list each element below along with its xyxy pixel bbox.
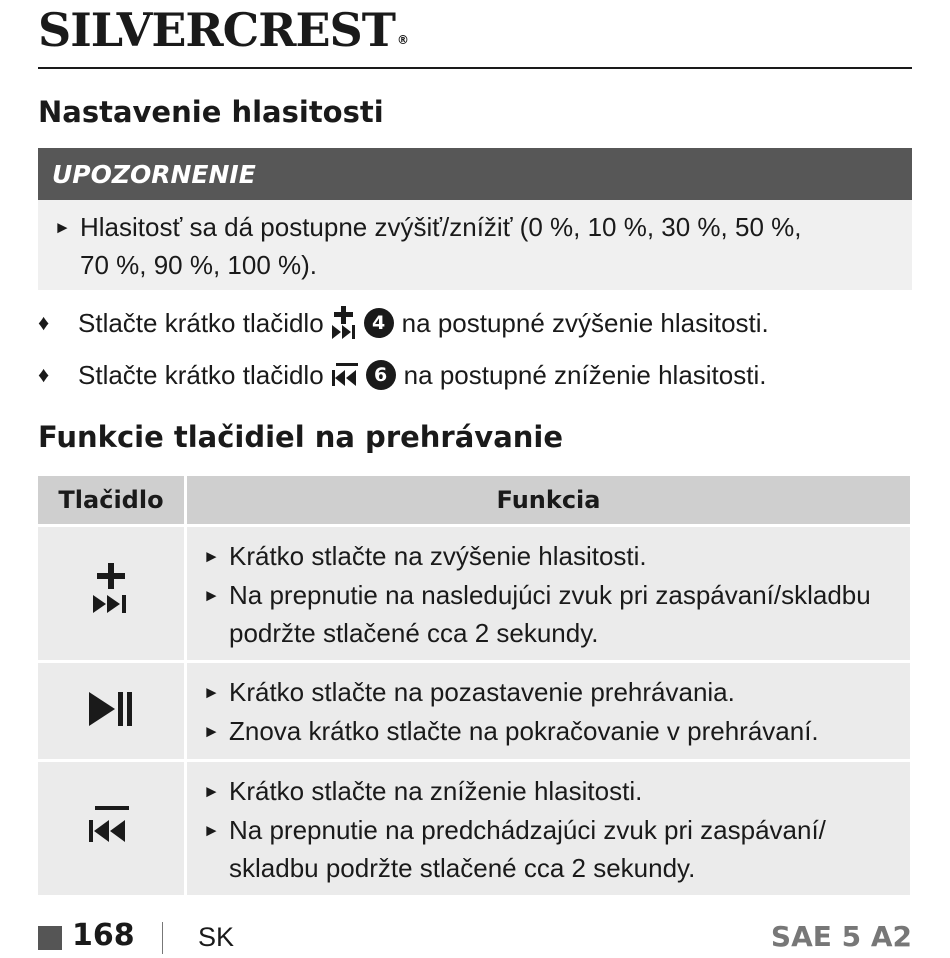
table-header-row (38, 476, 910, 524)
registered-mark: ® (396, 33, 408, 47)
number-badge: 6 (366, 360, 396, 390)
footer-divider (162, 922, 163, 954)
arrow-right-icon: ► (203, 782, 220, 801)
volume-down-previous-icon (332, 363, 360, 387)
number-badge: 4 (364, 308, 394, 338)
column-header-function: Funkcia (187, 476, 910, 524)
column-header-button: Tlačidlo (38, 476, 187, 524)
diamond-icon: ♦ (38, 310, 50, 335)
diamond-icon: ♦ (38, 362, 50, 387)
model-number: SAE 5 A2 (770, 920, 912, 953)
arrow-right-icon: ► (54, 218, 71, 237)
play-pause-icon (87, 689, 135, 729)
instruction-volume-up: ♦ Stlačte krátko tlačidlo 4 na postupné zvýšenie hlasitosti. (38, 305, 769, 341)
notice-label: UPOZORNENIE (38, 148, 912, 200)
volume-up-next-icon (91, 563, 131, 619)
arrow-right-icon: ► (203, 683, 220, 702)
arrow-right-icon: ► (203, 586, 220, 605)
button-functions-table (38, 476, 910, 895)
arrow-right-icon: ► (203, 821, 220, 840)
footer-square-icon (38, 926, 62, 950)
volume-up-next-icon (332, 306, 358, 340)
notice-line: 70 %, 90 %, 100 %). (80, 250, 318, 280)
arrow-right-icon: ► (203, 722, 220, 741)
page-number: 168 (72, 918, 135, 953)
table-row: ► Krátko stlačte na zvýšenie hlasitosti. ► Na prepnutie na nasledujúci zvuk pri zaspávaní/skladbu podržte stlačené cca 2 sekundy. (38, 524, 910, 660)
table-row: ► Krátko stlačte na pozastavenie prehrávania. ► Znova krátko stlačte na pokračovanie v prehrávaní. (38, 660, 910, 759)
notice-line: Hlasitosť sa dá postupne zvýšiť/znížiť (0 %, 10 %, 30 %, 50 %, (80, 212, 802, 242)
header-rule (38, 67, 912, 69)
table-row: ► Krátko stlačte na zníženie hlasitosti. ► Na prepnutie na predchádzajúci zvuk pri zaspávaní/ skladbu podržte stlačené cca 2 sekundy. (38, 759, 910, 895)
brand-logo: SILVERCREST ® (38, 3, 408, 57)
notice-body (38, 200, 912, 290)
page-footer (38, 918, 912, 958)
volume-down-previous-icon (89, 806, 133, 846)
instruction-volume-down: ♦ Stlačte krátko tlačidlo 6 na postupné zníženie hlasitosti. (38, 357, 766, 393)
language-code: SK (198, 922, 235, 952)
volume-heading: Nastavenie hlasitosti (38, 95, 384, 129)
functions-heading: Funkcie tlačidiel na prehrávanie (38, 420, 564, 454)
arrow-right-icon: ► (203, 547, 220, 566)
